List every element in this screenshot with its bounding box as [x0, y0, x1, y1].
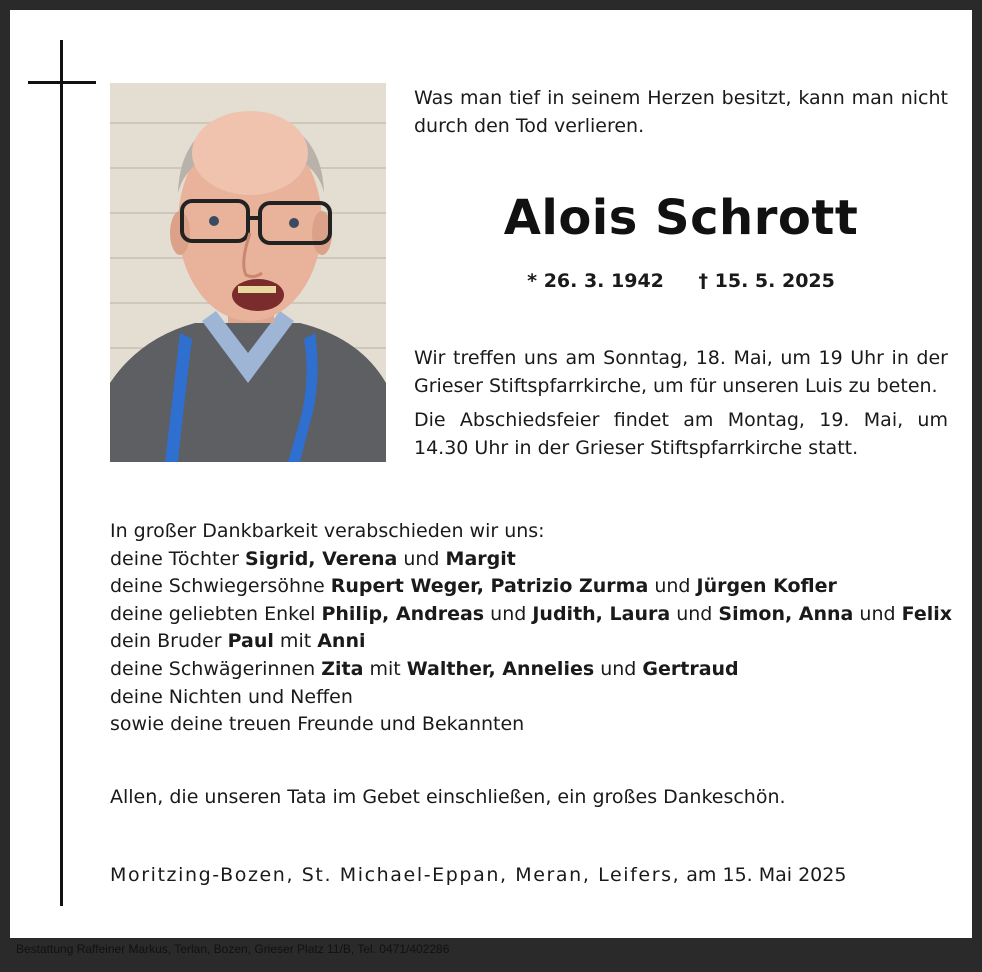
mourners-list — [110, 518, 970, 739]
prayer-notice: Wir treffen uns am Sonntag, 18. Mai, um 19 Uhr in der Grieser Stiftspfarrkirche, um für unseren Luis zu beten. — [414, 347, 948, 397]
funeral-notice: Die Abschiedsfeier findet am Montag, 19. Mai, um 14.30 Uhr in der Grieser Stiftspfarrkirche statt. — [414, 409, 948, 459]
thanks-text: Allen, die unseren Tata im Gebet einschließen, ein großes Dankeschön. — [110, 786, 786, 808]
mourners-line: deine Schwägerinnen Zita mit Walther, Annelies und Gertraud — [110, 657, 739, 680]
portrait-photo — [110, 83, 386, 462]
date: am 15. Mai 2025 — [680, 864, 847, 886]
mourners-line: sowie deine treuen Freunde und Bekannten — [110, 713, 525, 736]
death-date: † 15. 5. 2025 — [698, 270, 835, 292]
quote-text: Was man tief in seinem Herzen besitzt, kann man nicht durch den Tod verlieren. — [414, 87, 948, 137]
mourners-line: deine Nichten und Neffen — [110, 685, 353, 708]
cross-icon — [60, 40, 63, 906]
cross-icon-bar — [28, 81, 96, 84]
birth-date: * 26. 3. 1942 — [527, 270, 664, 292]
mourners-line: deine Töchter Sigrid, Verena und Margit — [110, 547, 516, 570]
mourners-line: deine geliebten Enkel Philip, Andreas und Judith, Laura und Simon, Anna und Felix — [110, 602, 953, 625]
life-dates — [414, 270, 948, 292]
funeral-home-footer: Bestattung Raffeiner Markus, Terlan, Bozen, Grieser Platz 11/B, Tel. 0471/402286 — [16, 942, 450, 956]
places: Moritzing-Bozen, St. Michael-Eppan, Meran, Leifers, — [110, 864, 681, 886]
mourners-intro: In großer Dankbarkeit verabschieden wir uns: — [110, 520, 545, 542]
mourners-line: deine Schwiegersöhne Rupert Weger, Patrizio Zurma und Jürgen Kofler — [110, 575, 837, 598]
mourners-line: dein Bruder Paul mit Anni — [110, 630, 366, 653]
place-and-date — [110, 864, 846, 886]
obituary-card — [10, 10, 972, 938]
deceased-name: Alois Schrott — [503, 190, 859, 246]
